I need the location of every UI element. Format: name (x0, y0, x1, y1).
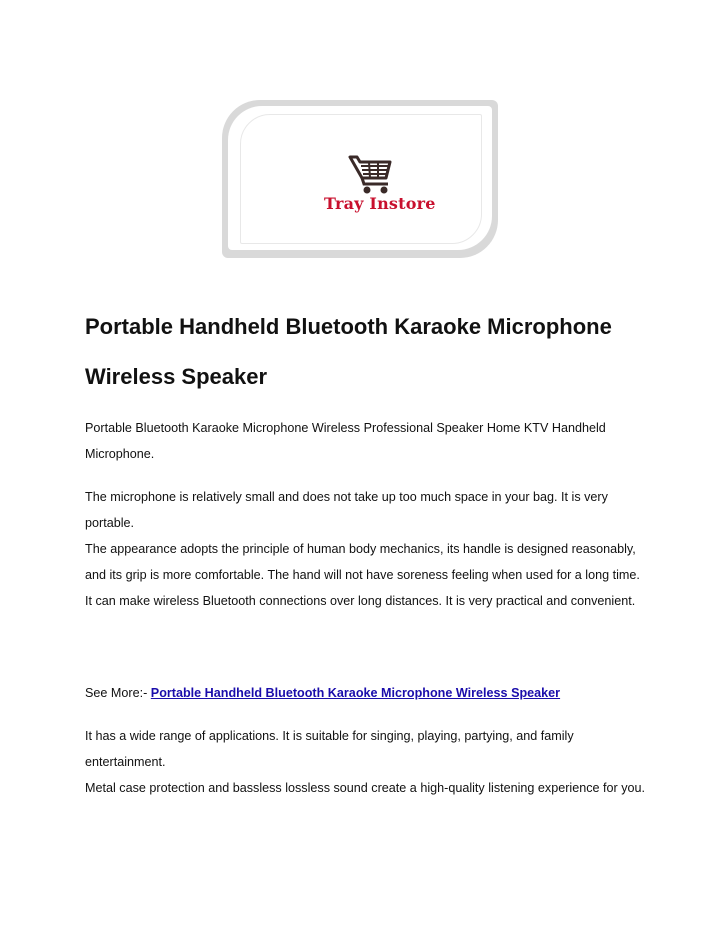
logo-text: Tray Instore (324, 194, 436, 213)
feature-line: The appearance adopts the principle of human body mechanics, its handle is designed reasonably, and its grip is more comfortable. The hand will not have soreness feeling when used for a long time. (85, 542, 640, 582)
shopping-cart-icon (348, 154, 394, 196)
brand-logo (222, 100, 498, 258)
logo-card (228, 106, 492, 250)
feature-line: The microphone is relatively small and does not take up too much space in your bag. It is very portable. (85, 490, 608, 530)
features-paragraph (85, 484, 655, 614)
see-more-prefix: See More:- (85, 686, 151, 700)
application-line: Metal case protection and bassless lossless sound create a high-quality listening experience for you. (85, 781, 646, 795)
see-more-line (85, 680, 655, 706)
applications-paragraph (85, 723, 655, 801)
article-title: Portable Handheld Bluetooth Karaoke Microphone Wireless Speaker (85, 314, 612, 389)
feature-line: It can make wireless Bluetooth connections over long distances. It is very practical and convenient. (85, 594, 636, 608)
application-line: It has a wide range of applications. It is suitable for singing, playing, partying, and family entertainment. (85, 729, 574, 769)
intro-paragraph: Portable Bluetooth Karaoke Microphone Wireless Professional Speaker Home KTV Handheld Microphone. (85, 421, 606, 461)
see-more-link[interactable]: Portable Handheld Bluetooth Karaoke Microphone Wireless Speaker (150, 686, 561, 700)
